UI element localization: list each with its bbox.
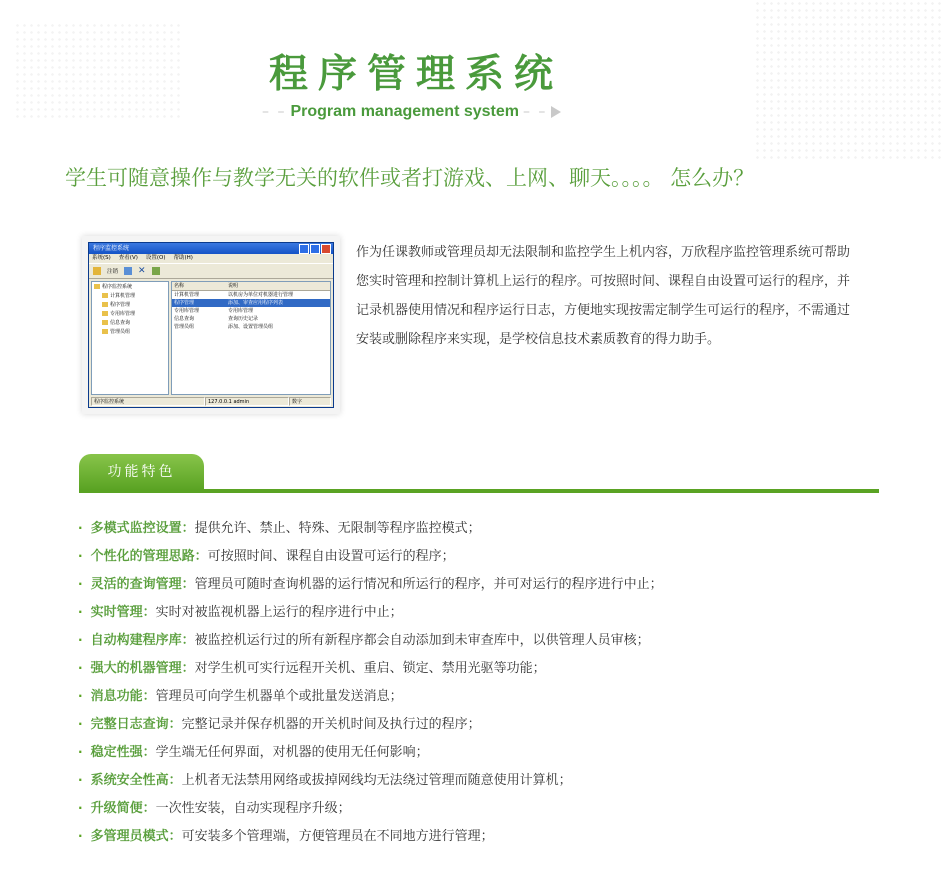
feature-name: 稳定性强： [90, 745, 156, 760]
tree-item: 管理员组 [94, 328, 166, 337]
list-item [78, 542, 663, 570]
page-subtitle: Program management system [290, 103, 519, 120]
list-header [172, 282, 330, 291]
feature-desc: 一次性安装，自动实现程序升级； [155, 801, 351, 816]
status-cell: 127.0.0.1 admin [205, 397, 289, 406]
refresh-icon [124, 267, 132, 275]
list-row: 信息查询 查询历史记录 [174, 316, 259, 322]
decorative-dot-pattern-left [14, 22, 184, 122]
library-icon [102, 311, 108, 316]
program-icon [102, 302, 108, 307]
feature-desc: 实时对被监视机器上运行的程序进行中止； [155, 605, 403, 620]
feature-name: 多模式监控设置： [90, 521, 195, 536]
feature-desc: 完整记录并保存机器的开关机时间及执行过的程序； [181, 717, 481, 732]
window-controls [299, 244, 331, 254]
delete-icon: ✕ [138, 266, 146, 276]
page-title: 程序管理系统 [269, 52, 564, 97]
feature-desc: 对学生机可实行远程开关机、重启、锁定、禁用光驱等功能； [194, 661, 546, 676]
bullet-icon: · [78, 745, 83, 759]
feature-name: 强大的机器管理： [90, 661, 195, 676]
list-row: 专用库管理 专用库管理 [174, 308, 254, 314]
dash-divider-left: – – [262, 104, 287, 120]
bullet-icon: · [78, 689, 83, 703]
minimize-icon [299, 244, 309, 254]
maximize-icon [310, 244, 320, 254]
arrow-right-icon [551, 106, 561, 118]
column-header: 名称 [174, 283, 185, 289]
feature-desc: 可按照时间、课程自由设置可运行的程序； [207, 549, 455, 564]
list-item [78, 514, 663, 542]
feature-desc: 被监控机运行过的所有新程序都会自动添加到未审查库中，以供管理人员审核； [194, 633, 650, 648]
tree-item: 信息查询 [94, 319, 166, 328]
feature-name: 多管理员模式： [90, 829, 182, 844]
feature-name: 实时管理： [90, 605, 156, 620]
app-window [88, 242, 334, 408]
window-menubar [89, 254, 333, 263]
search-icon [102, 320, 108, 325]
close-icon [321, 244, 331, 254]
window-title: 程序监控系统 [93, 245, 130, 252]
bullet-icon: · [78, 773, 83, 787]
feature-list [78, 514, 663, 850]
feature-name: 灵活的查询管理： [90, 577, 195, 592]
logout-icon [93, 267, 101, 275]
feature-name: 个性化的管理思路： [90, 549, 208, 564]
bullet-icon: · [78, 549, 83, 563]
feature-name: 自动构建程序库： [90, 633, 195, 648]
dash-divider-right: – – [522, 104, 548, 120]
menu-item: 系统(S) [92, 255, 111, 261]
intro-paragraph: 作为任课教师或管理员却无法限制和监控学生上机内容，万欣程序监控管理系统可帮助您实时管理和控制计算机上运行的程序。可按照时间、课程自由设置可运行的程序，并记录机器使用情况和程序运行日志，方便地实现按需定制学生可运行的程序，不需通过安装或删除程序来实现，是学校信息技术素质教育的得力助手。 [356, 245, 851, 347]
features-tab: 功能特色 [79, 454, 204, 490]
question-headline: 学生可随意操作与教学无关的软件或者打游戏、上网、聊天。。。。 怎么办？ [65, 166, 755, 190]
status-cell: 程序监控系统 [91, 397, 205, 406]
feature-name: 消息功能： [90, 689, 156, 704]
computer-icon [102, 293, 108, 298]
bullet-icon: · [78, 577, 83, 591]
list-item [78, 682, 663, 710]
list-item [78, 822, 663, 850]
feature-desc: 管理员可随时查询机器的运行情况和所运行的程序，并可对运行的程序进行中止； [194, 577, 663, 592]
list-item [78, 598, 663, 626]
feature-desc: 上机者无法禁用网络或拔掉网线均无法绕过管理而随意使用计算机； [181, 773, 572, 788]
users-icon [102, 329, 108, 334]
list-item [78, 570, 663, 598]
list-item [78, 794, 663, 822]
window-toolbar [89, 263, 333, 279]
list-row: 程序管理 添加、审查应用程序列表 [172, 299, 330, 307]
window-body [91, 281, 331, 395]
list-panel [171, 281, 331, 395]
bullet-icon: · [78, 717, 83, 731]
feature-desc: 管理员可向学生机器单个或批量发送消息； [155, 689, 403, 704]
feature-name: 完整日志查询： [90, 717, 182, 732]
list-item [78, 654, 663, 682]
status-cell: 数字 [289, 397, 331, 406]
feature-name: 系统安全性高： [90, 773, 182, 788]
bullet-icon: · [78, 633, 83, 647]
feature-name: 升级简便： [90, 801, 156, 816]
menu-item: 设置(O) [145, 255, 166, 261]
list-item [78, 710, 663, 738]
features-divider [79, 489, 879, 493]
menu-item: 帮助(H) [173, 255, 193, 261]
bullet-icon: · [78, 605, 83, 619]
menu-item: 查看(V) [118, 255, 138, 261]
window-statusbar [91, 397, 331, 406]
tree-item: 程序监控系统 [94, 283, 166, 292]
export-icon [152, 267, 160, 275]
tree-item: 计算机管理 [94, 292, 166, 301]
list-row: 计算机管理 以机房为单位对机器进行管理 [174, 292, 294, 298]
software-screenshot [82, 236, 340, 414]
list-item [78, 626, 663, 654]
feature-desc: 可安装多个管理端，方便管理员在不同地方进行管理； [181, 829, 494, 844]
toolbar-logout-label: 注销 [107, 269, 119, 275]
window-titlebar [89, 243, 333, 254]
list-item [78, 766, 663, 794]
folder-icon [94, 284, 100, 289]
bullet-icon: · [78, 661, 83, 675]
feature-desc: 学生端无任何界面，对机器的使用无任何影响； [155, 745, 429, 760]
list-item [78, 738, 663, 766]
decorative-dot-pattern-right [754, 0, 944, 160]
subtitle-row [262, 100, 561, 124]
column-header: 说明 [228, 283, 239, 289]
bullet-icon: · [78, 521, 83, 535]
bullet-icon: · [78, 829, 83, 843]
tree-item: 程序管理 [94, 301, 166, 310]
feature-desc: 提供允许、禁止、特殊、无限制等程序监控模式； [194, 521, 481, 536]
bullet-icon: · [78, 801, 83, 815]
tree-item: 专用库管理 [94, 310, 166, 319]
tree-panel [91, 281, 169, 395]
list-row: 管理员组 添加、设置管理员组 [174, 324, 274, 330]
